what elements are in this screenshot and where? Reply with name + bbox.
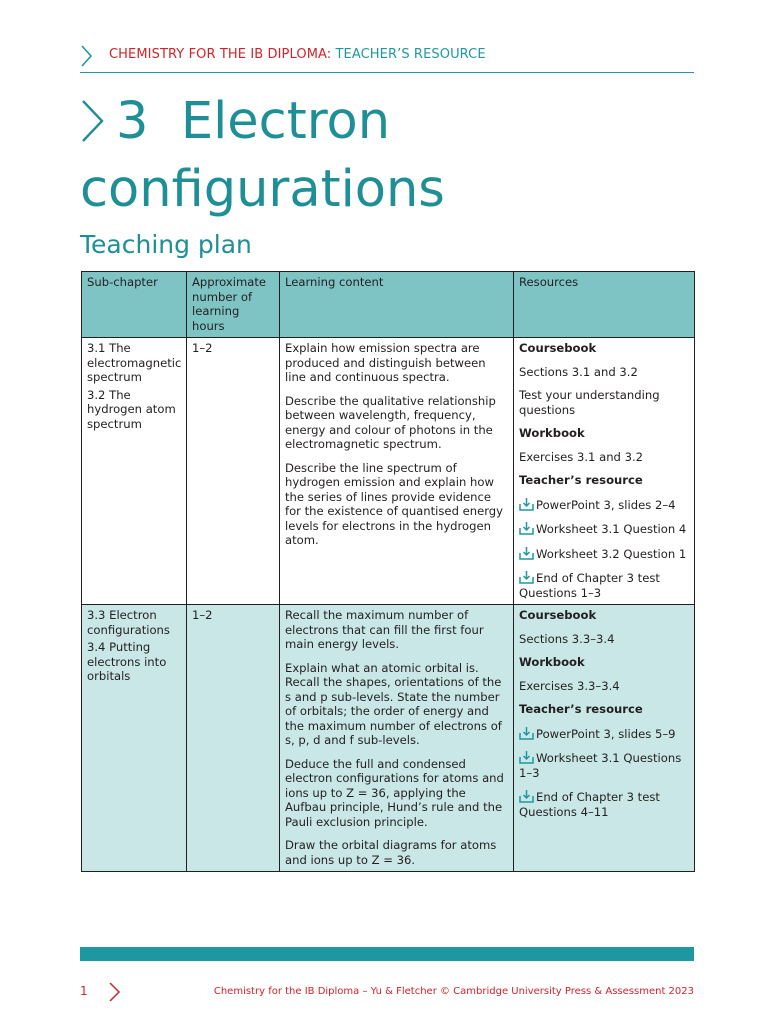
resource-link-text[interactable]: PowerPoint 3, slides 2–4 — [536, 497, 676, 512]
subchapter-item: 3.2 The hydrogen atom spectrum — [87, 387, 176, 431]
footer-bar — [80, 947, 694, 961]
chapter-number: 3 — [116, 92, 149, 151]
download-icon — [519, 750, 534, 764]
teacher-resource-heading: Teacher’s resource — [519, 473, 643, 487]
download-icon — [519, 546, 534, 560]
page-number: 1 — [80, 984, 88, 998]
subchapter-item: 3.1 The electromagnetic spectrum — [87, 341, 182, 384]
section-heading: Teaching plan — [80, 230, 252, 259]
download-icon — [519, 521, 534, 535]
column-header: Resources — [514, 272, 695, 338]
workbook-heading: Workbook — [519, 426, 585, 440]
learning-objective: Explain how emission spectra are produced and distinguish between line and continuous spectra. — [285, 341, 486, 384]
resources-cell — [514, 605, 695, 872]
resource-item: Sections 3.3–3.4 — [519, 631, 615, 646]
download-resource-item[interactable] — [519, 570, 689, 600]
subchapter-item: 3.3 Electron configurations — [87, 608, 170, 637]
learning-objective: Describe the line spectrum of hydrogen emission and explain how the series of lines provide evidence for the existence of quantised energy levels for electrons in the hydrogen atom. — [285, 460, 504, 547]
subchapter-item: 3.4 Putting electrons into orbitals — [87, 640, 167, 683]
subchapter-cell — [82, 338, 187, 605]
coursebook-heading: Coursebook — [519, 608, 597, 622]
download-icon — [519, 789, 534, 803]
teaching-plan-table — [81, 271, 695, 872]
resource-item: Exercises 3.1 and 3.2 — [519, 449, 644, 464]
learning-objective: Recall the maximum number of electrons that can fill the first four main energy levels. — [285, 608, 484, 651]
table-row — [82, 338, 695, 605]
running-header — [80, 44, 694, 73]
download-icon — [519, 570, 534, 584]
coursebook-heading: Coursebook — [519, 341, 597, 355]
chapter-name-part2: configurations — [80, 160, 445, 219]
learning-objective: Explain what an atomic orbital is. Recall the shapes, orientations of the s and p sub-levels. State the number of orbitals; the order of energy and the maximum number of electrons of s, p, d and f sub-levels. — [285, 660, 502, 747]
download-icon — [519, 497, 534, 511]
resource-item: Exercises 3.3–3.4 — [519, 678, 620, 693]
content-cell — [280, 605, 514, 872]
resource-item: Test your understanding questions — [519, 388, 660, 417]
column-header: Sub-chapter — [82, 272, 187, 338]
learning-objective: Deduce the full and condensed electron configurations for atoms and ions up to Z = 36, applying the Aufbau principle, Hund’s rule and the Pauli exclusion principle. — [285, 756, 504, 829]
download-resource-item[interactable] — [519, 789, 689, 819]
chevron-right-icon — [108, 981, 122, 1003]
resources-cell — [514, 338, 695, 605]
download-resource-item[interactable] — [519, 497, 689, 513]
download-resource-item[interactable] — [519, 750, 689, 780]
column-header: Learning content — [280, 272, 514, 338]
running-header-text — [109, 47, 486, 62]
chevron-right-icon — [80, 98, 106, 144]
book-title: CHEMISTRY FOR THE IB DIPLOMA: — [109, 47, 332, 62]
resource-link-text[interactable]: End of Chapter 3 test Questions 4–11 — [519, 790, 660, 819]
column-header: Approximate number of learning hours — [187, 272, 280, 338]
content-cell — [280, 338, 514, 605]
download-icon — [519, 726, 534, 740]
learning-objective: Describe the qualitative relationship between wavelength, frequency, energy and colour of photons in the electromagnetic spectrum. — [285, 393, 496, 451]
workbook-heading: Workbook — [519, 655, 585, 669]
table-row — [82, 605, 695, 872]
resource-link-text[interactable]: Worksheet 3.1 Question 4 — [536, 522, 687, 536]
resource-link-text[interactable]: Worksheet 3.2 Question 1 — [536, 546, 687, 561]
resource-link-text[interactable]: End of Chapter 3 test Questions 1–3 — [519, 571, 660, 600]
learning-objective: Draw the orbital diagrams for atoms and ions up to Z = 36. — [285, 838, 497, 867]
resource-link-text[interactable]: PowerPoint 3, slides 5–9 — [536, 726, 676, 741]
hours-cell: 1–2 — [187, 338, 280, 605]
table-header-row — [82, 272, 695, 338]
chapter-name-part1: Electron — [180, 92, 391, 151]
resource-item: Sections 3.1 and 3.2 — [519, 364, 638, 379]
download-resource-item[interactable] — [519, 521, 689, 537]
copyright-notice: Chemistry for the IB Diploma – Yu & Fletcher © Cambridge University Press & Assessment 2023 — [213, 986, 694, 997]
teacher-resource-heading: Teacher’s resource — [519, 702, 643, 716]
chapter-title-line1 — [116, 88, 390, 156]
resource-link-text[interactable]: Worksheet 3.1 Questions 1–3 — [519, 751, 682, 780]
chevron-right-icon — [80, 44, 94, 68]
resource-title: TEACHER’S RESOURCE — [335, 47, 486, 62]
subchapter-cell — [82, 605, 187, 872]
download-resource-item[interactable] — [519, 726, 689, 742]
download-resource-item[interactable] — [519, 546, 689, 562]
hours-cell: 1–2 — [187, 605, 280, 872]
